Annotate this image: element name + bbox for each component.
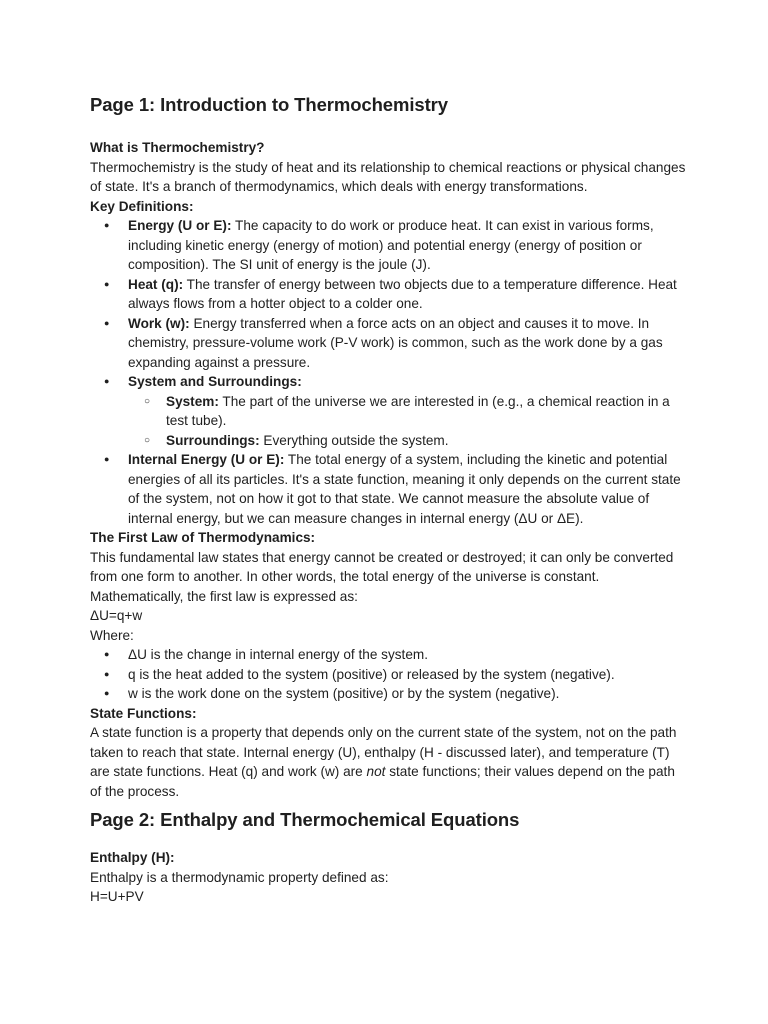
state-functions-text bbox=[90, 723, 688, 801]
definition-term: Energy (U or E): bbox=[128, 218, 232, 233]
what-is-text: Thermochemistry is the study of heat and its relationship to chemical reactions or physical changes of state. It's a branch of thermodynamics, which deals with energy transformations. bbox=[90, 159, 686, 194]
definition-term: Internal Energy (U or E): bbox=[128, 452, 285, 467]
definition-energy bbox=[128, 216, 688, 275]
definition-text: The part of the universe we are interested in (e.g., a chemical reaction in a test tube). bbox=[166, 393, 670, 428]
definition-system-surroundings bbox=[128, 372, 688, 450]
definition-text: The total energy of a system, including the kinetic and potential energies of all its particles. It's a state function, meaning it only depends on the current state of the system, not on how it got to that state. We cannot measure the absolute value of internal energy, but we can measure changes in internal energy (ΔU or ΔE). bbox=[128, 452, 681, 526]
first-law-equation: ΔU=q+w bbox=[90, 608, 143, 623]
page-1-title: Page 1: Introduction to Thermochemistry bbox=[90, 94, 448, 115]
page-2-title: Page 2: Enthalpy and Thermochemical Equations bbox=[90, 809, 520, 830]
state-functions-heading: State Functions: bbox=[90, 705, 197, 721]
state-functions-text-after: state functions; their values depend on the path of the process. bbox=[90, 764, 675, 799]
first-law-math-intro: Mathematically, the first law is expressed as: bbox=[90, 588, 358, 604]
first-law-heading: The First Law of Thermodynamics: bbox=[90, 530, 316, 545]
list-item: ● ΔU is the change in internal energy of the system. bbox=[128, 645, 688, 665]
key-definitions-heading: Key Definitions: bbox=[90, 198, 194, 214]
enthalpy-heading: Enthalpy (H): bbox=[90, 850, 175, 865]
definition-text: Everything outside the system. bbox=[259, 432, 449, 448]
definition-text: The transfer of energy between two objects due to a temperature difference. Heat always flows from a hotter object to a colder one. bbox=[128, 276, 677, 311]
definition-term: System: bbox=[166, 393, 219, 409]
definition-term: System and Surroundings: bbox=[128, 374, 302, 389]
definition-surroundings bbox=[166, 431, 688, 451]
definition-term: Work (w): bbox=[128, 315, 190, 331]
state-functions-text-before: A state function is a property that depends only on the current state of the system, not on the path taken to reach that state. Internal energy (U), enthalpy (H - discussed later), and temperature (T) are state functions. Heat (q) and work (w) are bbox=[90, 725, 677, 779]
definition-term: Surroundings: bbox=[166, 432, 260, 448]
definition-term: Heat (q): bbox=[128, 276, 184, 292]
state-functions-text-italic: not bbox=[366, 764, 386, 779]
first-law-terms-list bbox=[90, 645, 688, 704]
first-law-where: Where: bbox=[90, 627, 134, 643]
enthalpy-equation: H=U+PV bbox=[90, 889, 144, 904]
definition-internal-energy bbox=[128, 450, 688, 528]
key-definitions-list bbox=[90, 216, 688, 528]
definition-work bbox=[128, 314, 688, 373]
what-is-heading: What is Thermochemistry? bbox=[90, 140, 265, 155]
list-item: ● q is the heat added to the system (positive) or released by the system (negative). bbox=[128, 665, 688, 685]
list-item: ● w is the work done on the system (positive) or by the system (negative). bbox=[128, 684, 688, 704]
definition-text: Energy transferred when a force acts on an object and causes it to move. In chemistry, pressure-volume work (P-V work) is common, such as the work done by a gas expanding against a pressure. bbox=[128, 315, 663, 370]
enthalpy-text: Enthalpy is a thermodynamic property defined as: bbox=[90, 869, 389, 885]
definition-heat bbox=[128, 275, 688, 314]
first-law-text: This fundamental law states that energy cannot be created or destroyed; it can only be converted from one form to another. In other words, the total energy of the universe is constant. bbox=[90, 549, 674, 584]
system-surroundings-sublist bbox=[128, 392, 688, 451]
definition-system bbox=[166, 392, 688, 431]
definition-text: The capacity to do work or produce heat. It can exist in various forms, including kinetic energy (energy of motion) and potential energy (energy of position or composition). The SI unit of energy is the joule (J). bbox=[128, 218, 654, 272]
